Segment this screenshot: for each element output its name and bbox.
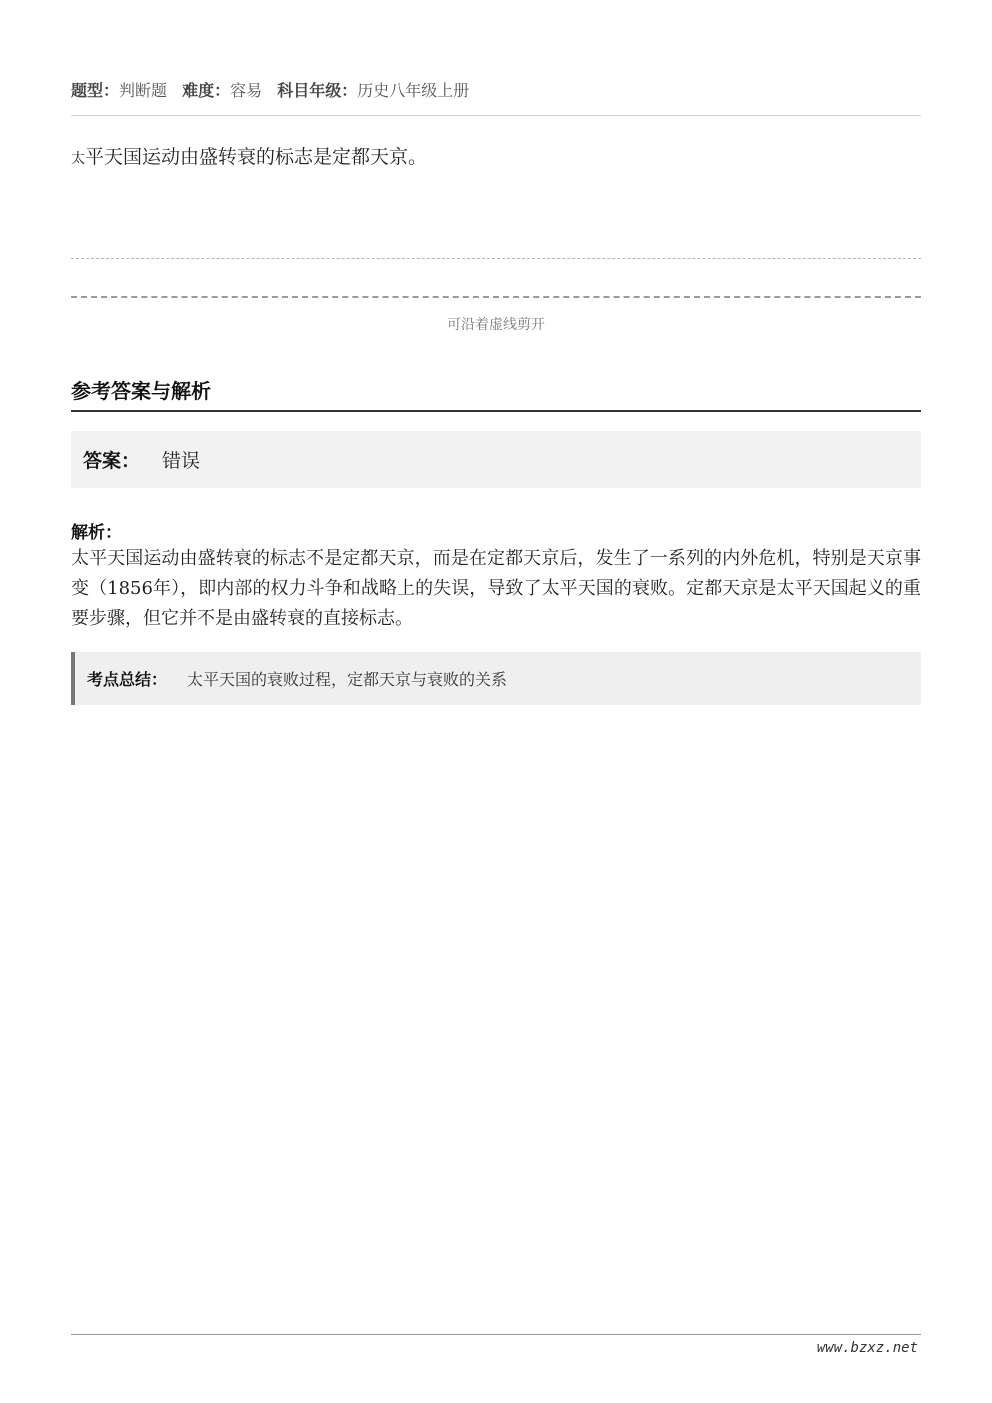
summary-box [71, 652, 921, 705]
section-title: 参考答案与解析 [71, 379, 211, 403]
footer-site: www.bzxz.net [816, 1340, 918, 1356]
section-divider [71, 410, 921, 412]
summary-value: 太平天国的衰败过程，定都天京与衰败的关系 [187, 670, 508, 689]
difficulty-label: 难度： [182, 81, 231, 100]
footer-divider [71, 1334, 921, 1335]
question-text [71, 142, 921, 169]
answer-label: 答案： [83, 450, 141, 472]
analysis-text: 太平天国运动由盛转衰的标志不是定都天京，而是在定都天京后，发生了一系列的内外危机，特别是天京事变（1856年），即内部的权力斗争和战略上的失误，导致了太平天国的衰败。定都天京是太平天国起义的重要步骤，但它并不是由盛转衰的直接标志。 [71, 548, 921, 629]
question-body: 平天国运动由盛转衰的标志是定都天京。 [85, 146, 428, 168]
subject-value: 历史八年级上册 [357, 81, 470, 100]
cut-line-upper [71, 258, 921, 259]
answer-box [71, 431, 921, 488]
question-first-char: 太 [71, 151, 85, 167]
type-label: 题型： [71, 81, 120, 100]
summary-label: 考点总结： [87, 670, 168, 689]
question-meta [71, 78, 479, 101]
subject-label: 科目年级： [277, 81, 358, 100]
type-value: 判断题 [119, 81, 168, 100]
cut-line-lower [71, 296, 921, 298]
cut-hint: 可沿着虚线剪开 [447, 317, 545, 333]
answer-value: 错误 [162, 450, 201, 472]
difficulty-value: 容易 [230, 81, 263, 100]
analysis-label: 解析： [71, 523, 122, 543]
meta-divider [71, 115, 921, 116]
